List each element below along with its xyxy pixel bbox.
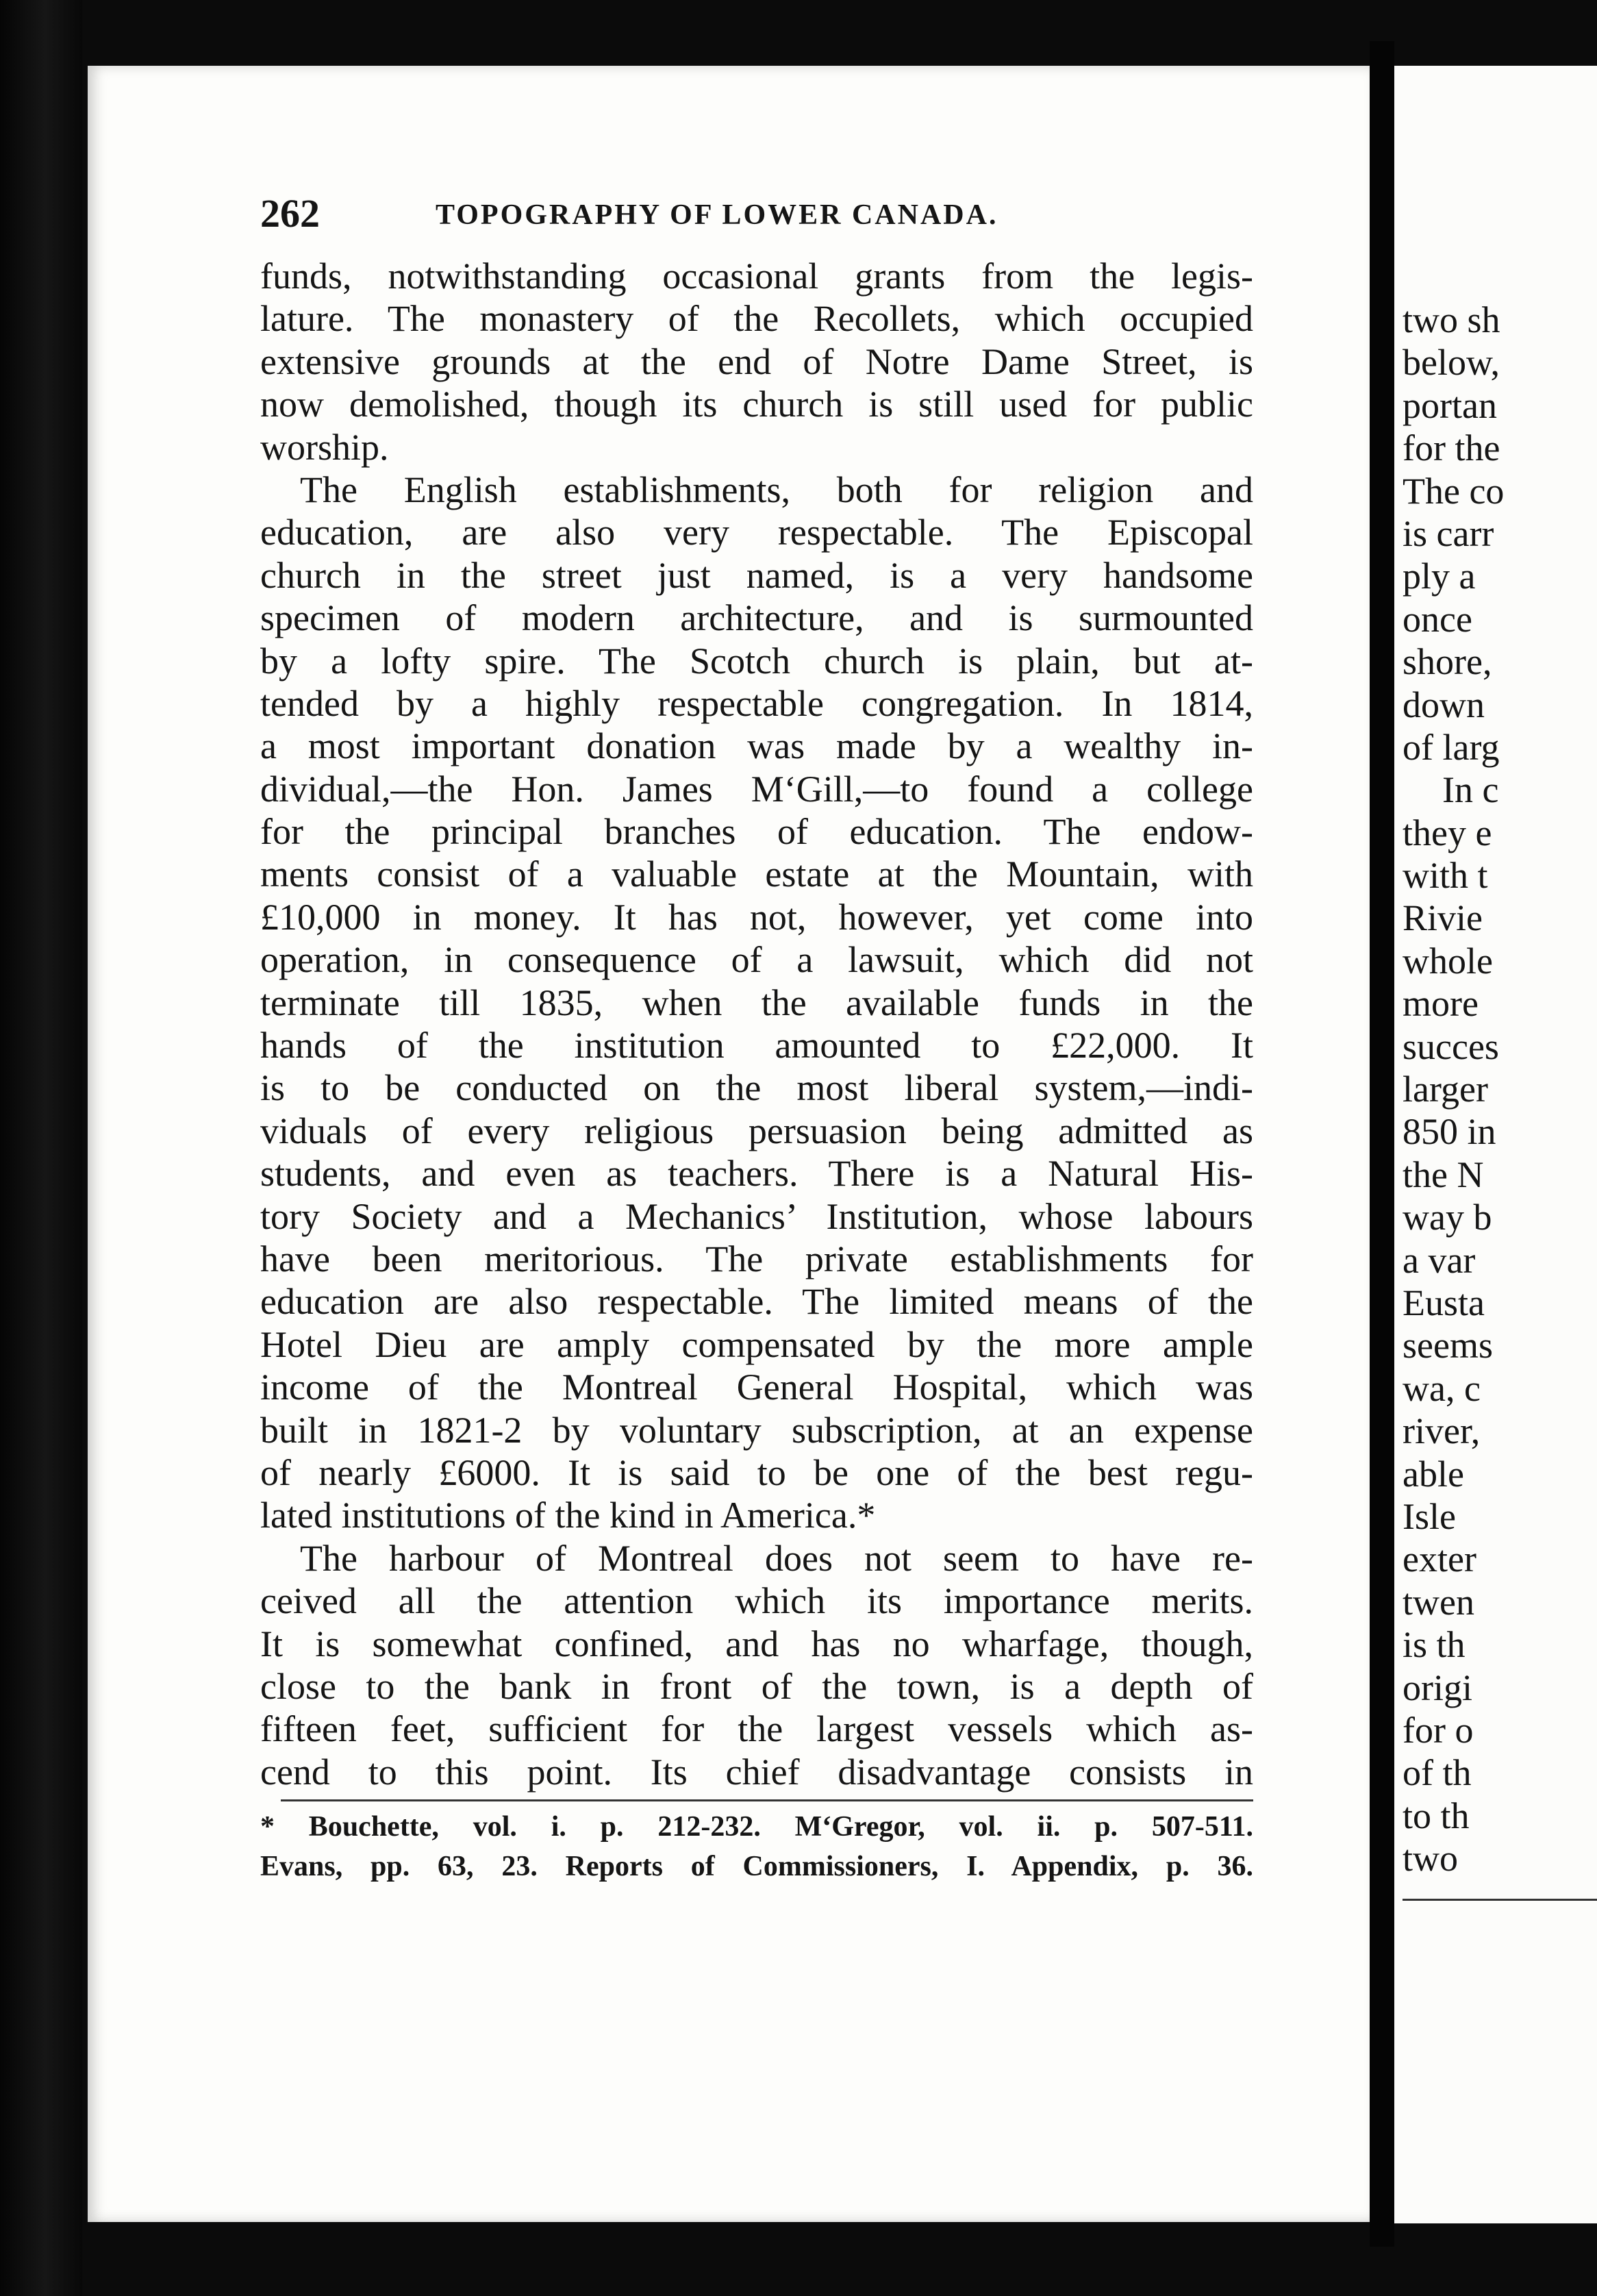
- fragment-line: once: [1403, 598, 1472, 640]
- text-line: worship.: [260, 426, 389, 468]
- page-gutter: [1370, 41, 1394, 2247]
- text-line: of nearly £6000. It is said to be one of the best regu-: [260, 1451, 1253, 1493]
- fragment-line: to th: [1403, 1795, 1470, 1836]
- text-line: fifteen feet, sufficient for the largest vessels which as-: [260, 1708, 1253, 1750]
- text-line: now demolished, though its church is still used for public: [260, 384, 1253, 425]
- fragment-line: portan: [1403, 384, 1497, 426]
- text-line: close to the bank in front of the town, is a depth of: [260, 1665, 1253, 1707]
- fragment-line: for the: [1403, 427, 1500, 469]
- fragment-line: down: [1403, 684, 1485, 725]
- fragment-line: twen: [1403, 1581, 1474, 1623]
- fragment-line: is carr: [1403, 512, 1494, 554]
- fragment-line: a var: [1403, 1239, 1476, 1281]
- fragment-line: two sh: [1403, 299, 1500, 340]
- text-line: have been meritorious. The private establishments for: [260, 1238, 1253, 1280]
- fragment-line: ply a: [1403, 556, 1476, 597]
- text-line: specimen of modern architecture, and is surmounted: [260, 597, 1253, 639]
- text-line: extensive grounds at the end of Notre Dame Street, is: [260, 340, 1253, 382]
- text-line: hands of the institution amounted to £22,000. It: [260, 1025, 1253, 1066]
- fragment-line: origi: [1403, 1667, 1472, 1708]
- footnotes: [260, 1807, 1253, 1886]
- text-line: lated institutions of the kind in America.*: [260, 1495, 876, 1536]
- text-line: The harbour of Montreal does not seem to have re-: [300, 1537, 1253, 1579]
- text-line: a most important donation was made by a wealthy in-: [260, 725, 1253, 767]
- text-line: built in 1821-2 by voluntary subscription, at an expense: [260, 1409, 1253, 1451]
- text-line: cend to this point. Its chief disadvantage consists in: [260, 1751, 1253, 1793]
- text-line: lature. The monastery of the Recollets, which occupied: [260, 298, 1253, 340]
- footnote-rule: [281, 1799, 1253, 1801]
- text-line: tended by a highly respectable congregation. In 1814,: [260, 682, 1253, 724]
- running-head: TOPOGRAPHY OF LOWER CANADA.: [436, 199, 998, 231]
- fragment-line: wa, c: [1403, 1367, 1481, 1409]
- text-line: Hotel Dieu are amply compensated by the more ample: [260, 1323, 1253, 1365]
- fragment-line: Eusta: [1403, 1282, 1485, 1323]
- fragment-line: able: [1403, 1453, 1464, 1495]
- text-line: viduals of every religious persuasion being admitted as: [260, 1110, 1253, 1151]
- fragment-line: with t: [1403, 855, 1488, 897]
- fragment-line: exter: [1403, 1538, 1476, 1580]
- text-line: operation, in consequence of a lawsuit, which did not: [260, 939, 1253, 981]
- right-page-text: [1403, 299, 1597, 1880]
- text-line: students, and even as teachers. There is a Natural His-: [260, 1153, 1253, 1195]
- fragment-line: of larg: [1403, 726, 1500, 768]
- fragment-line: river,: [1403, 1410, 1481, 1452]
- text-line: dividual,—the Hon. James M‘Gill,—to found a college: [260, 768, 1253, 810]
- fragment-line: of th: [1403, 1752, 1472, 1794]
- fragment-line: succes: [1403, 1025, 1499, 1067]
- fragment-line: The co: [1403, 470, 1505, 512]
- fragment-line: In c: [1442, 769, 1499, 811]
- fragment-line: is th: [1403, 1624, 1466, 1666]
- fragment-line: for o: [1403, 1709, 1474, 1751]
- text-line: church in the street just named, is a very handsome: [260, 554, 1253, 596]
- book-binding: [0, 0, 82, 2296]
- fragment-rule: [1403, 1899, 1597, 1901]
- text-line: ceived all the attention which its importance merits.: [260, 1580, 1253, 1622]
- fragment-line: two: [1403, 1838, 1458, 1880]
- fragment-line: they e: [1403, 812, 1492, 853]
- text-line: It is somewhat confined, and has no wharfage, though,: [260, 1623, 1253, 1664]
- text-line: terminate till 1835, when the available funds in the: [260, 982, 1253, 1023]
- text-line: by a lofty spire. The Scotch church is plain, but at-: [260, 640, 1253, 682]
- footnote-line: Evans, pp. 63, 23. Reports of Commissioners, I. Appendix, p. 36.: [260, 1851, 1253, 1882]
- fragment-line: more: [1403, 983, 1479, 1025]
- text-line: tory Society and a Mechanics’ Institution, whose labours: [260, 1195, 1253, 1237]
- footnote-line: * Bouchette, vol. i. p. 212-232. M‘Gregor, vol. ii. p. 507-511.: [260, 1811, 1253, 1843]
- text-line: income of the Montreal General Hospital, which was: [260, 1367, 1253, 1408]
- fragment-line: Isle: [1403, 1495, 1456, 1537]
- fragment-line: larger: [1403, 1069, 1488, 1110]
- fragment-line: Rivie: [1403, 897, 1483, 939]
- text-line: for the principal branches of education. The endow-: [260, 811, 1253, 853]
- text-line: funds, notwithstanding occasional grants from the legis-: [260, 255, 1253, 297]
- fragment-line: shore,: [1403, 641, 1492, 683]
- fragment-line: 850 in: [1403, 1111, 1496, 1153]
- text-line: £10,000 in money. It has not, however, yet come into: [260, 896, 1253, 938]
- text-line: education are also respectable. The limited means of the: [260, 1281, 1253, 1323]
- fragment-line: way b: [1403, 1197, 1492, 1238]
- fragment-line: the N: [1403, 1153, 1484, 1195]
- fragment-line: whole: [1403, 940, 1493, 982]
- fragment-line: below,: [1403, 342, 1500, 384]
- page-number: 262: [260, 191, 320, 236]
- text-line: is to be conducted on the most liberal system,—indi-: [260, 1067, 1253, 1109]
- text-line: education, are also very respectable. The Episcopal: [260, 512, 1253, 553]
- page-header: [260, 190, 1253, 238]
- body-text: [260, 255, 1253, 1793]
- text-line: ments consist of a valuable estate at the Mountain, with: [260, 853, 1253, 895]
- right-page-fragment: [1394, 66, 1597, 2223]
- fragment-line: seems: [1403, 1325, 1493, 1367]
- text-line: The English establishments, both for religion and: [300, 469, 1253, 510]
